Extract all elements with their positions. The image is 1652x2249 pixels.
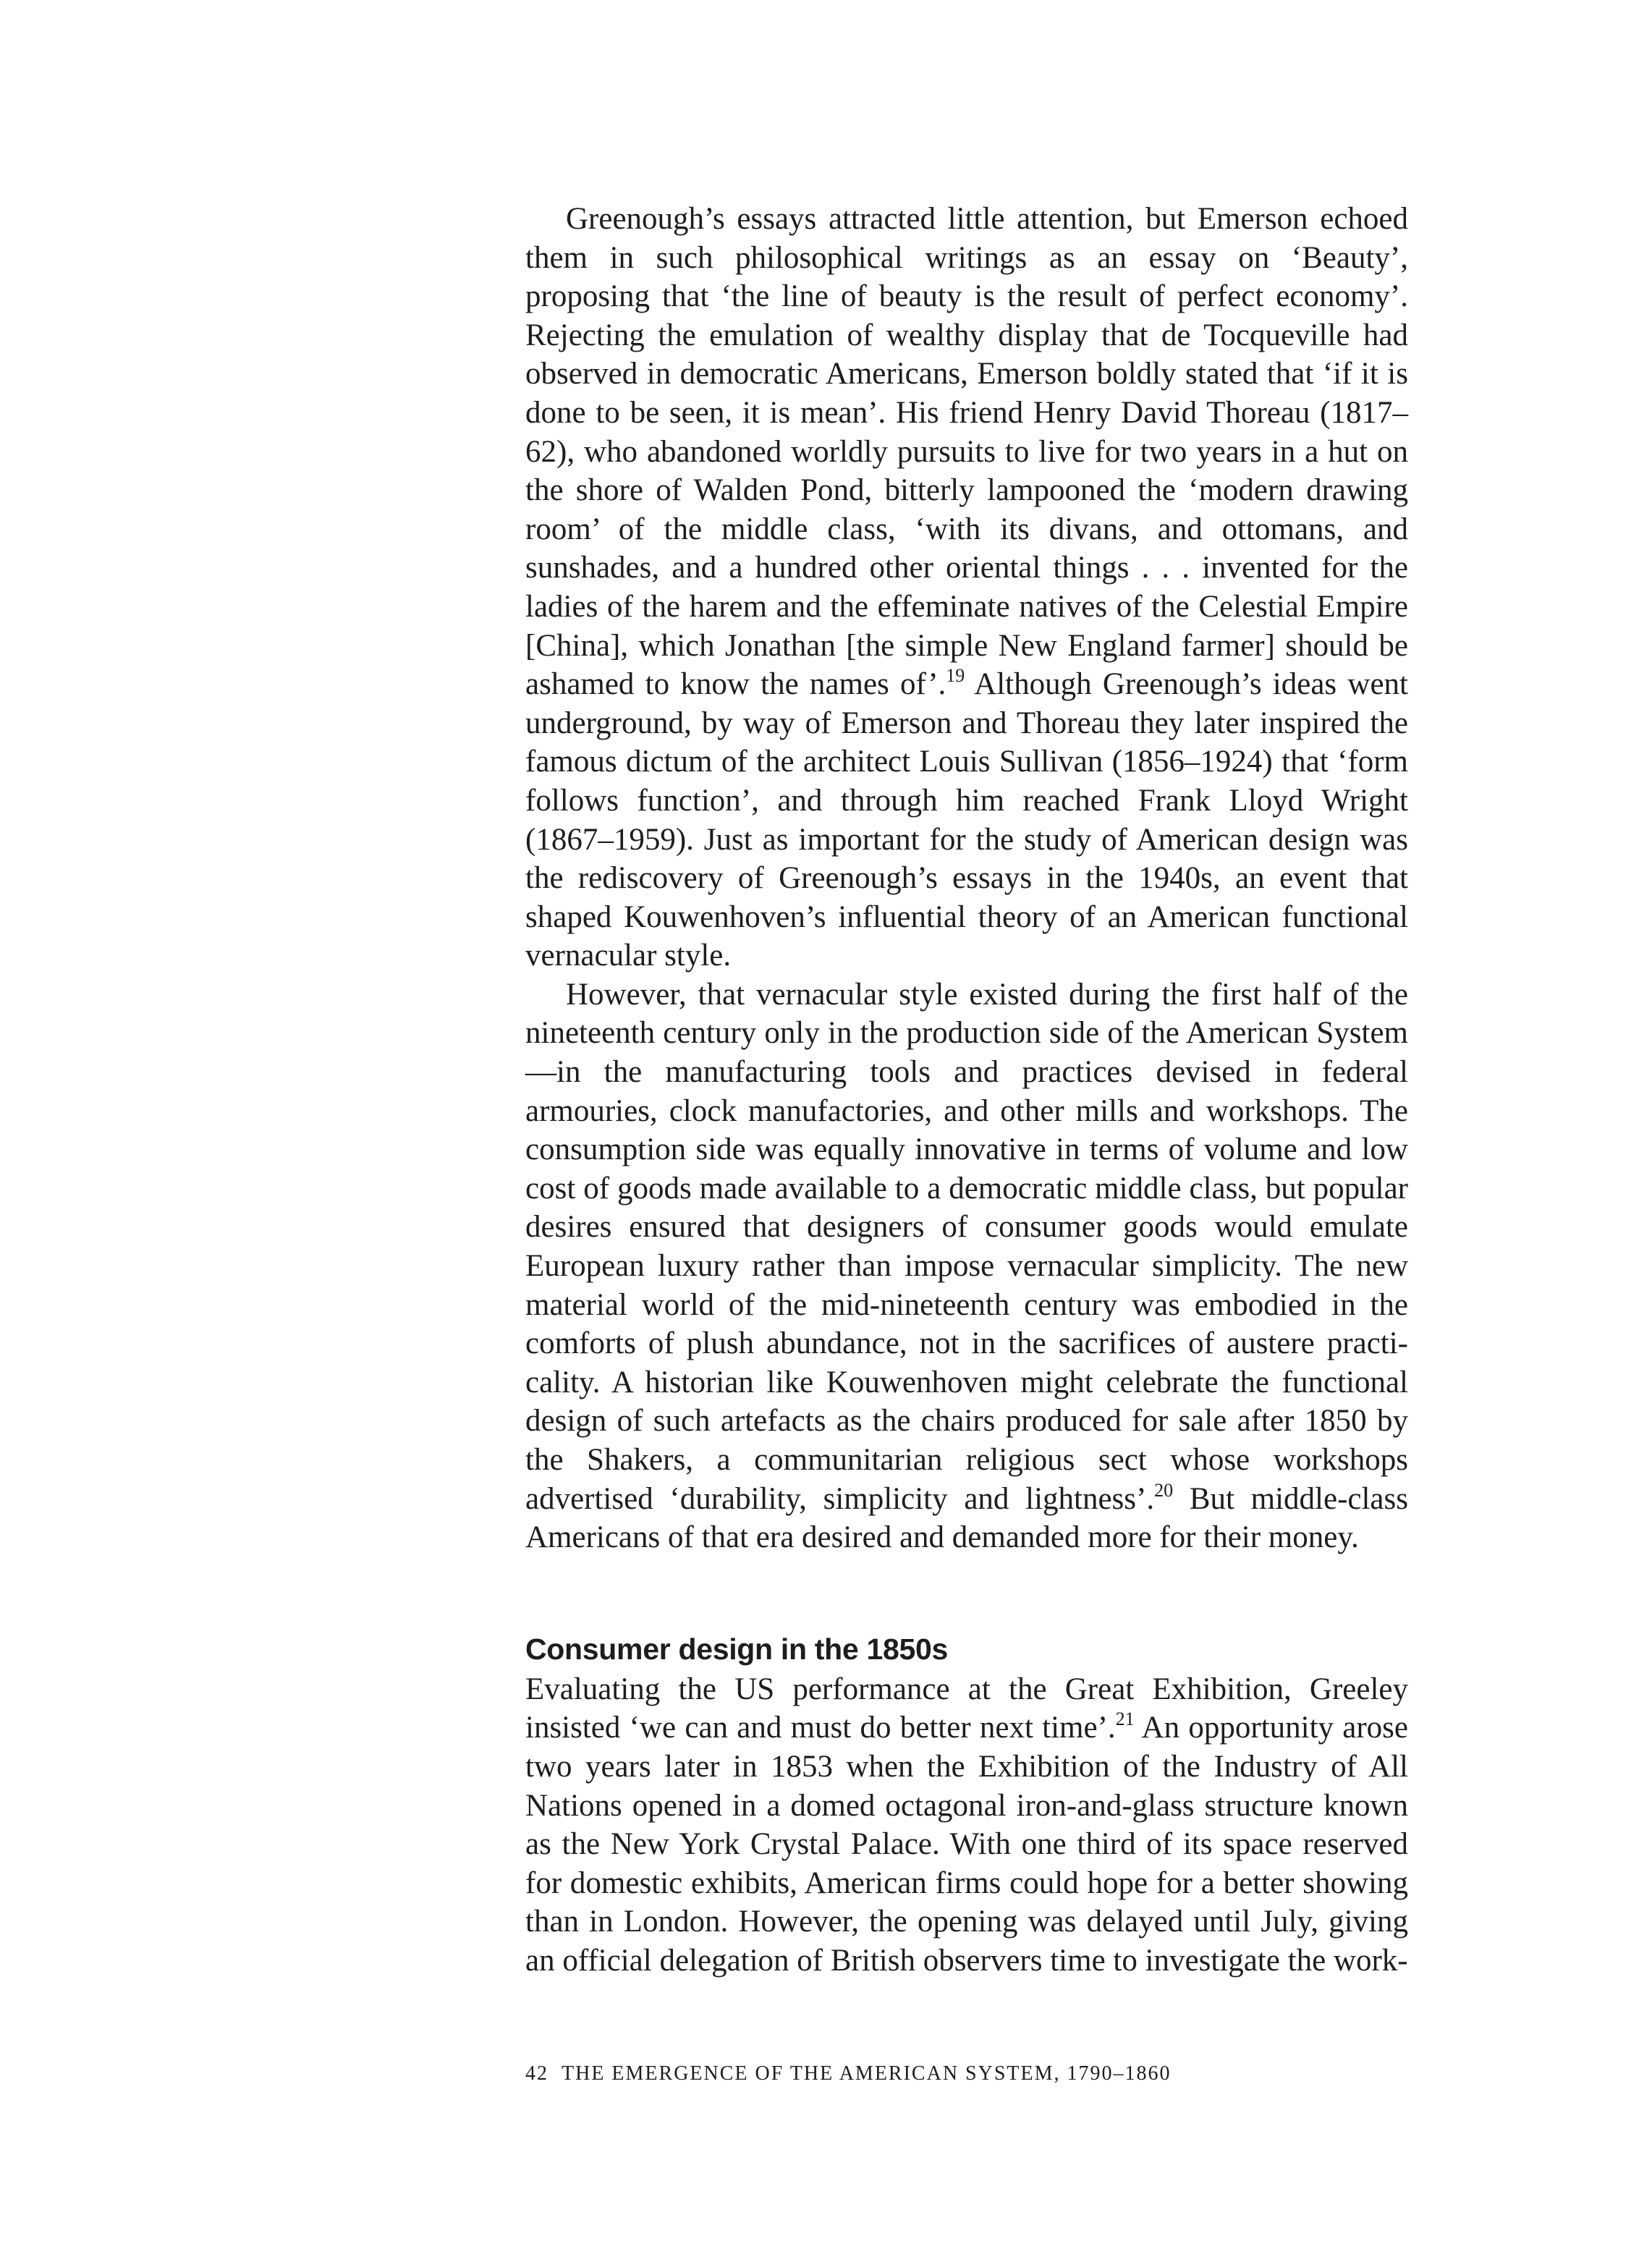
- paragraph-great-exhibition: [525, 1670, 1408, 1981]
- footnote-ref-20: 20: [1154, 1479, 1174, 1501]
- paragraph-text: Evaluating the US performance at the Great Exhibition, Greeley insisted ‘we can and must do better next time’.: [525, 1672, 1408, 1745]
- page-number: 42: [525, 2062, 548, 2085]
- paragraph-text: However, that vernacular style existed during the first half of the nineteenth century only in the production side of the American System—in the manufacturing tools and practices devised in federal armouries, clock manufactories, and other mills and workshops. The consumption side was equally innovative in terms of volume and low cost of goods made available to a democratic middle class, but popular desires ensured that designers of consumer goods would emulate European luxury rather than impose vernacular simplicity. The new material world of the mid-nineteenth century was embodied in the comforts of plush abundance, not in the sacrifices of austere practi-cality. A historian like Kouwenhoven might celebrate the functional design of such artefacts as the chairs produced for sale after 1850 by the Shakers, a communitarian religious sect whose workshops advertised ‘durability, simplicity and lightness’.: [525, 977, 1408, 1516]
- section-heading: Consumer design in the 1850s: [525, 1632, 948, 1666]
- paragraph-text: Although Greenough’s ideas went underground, by way of Emerson and Thoreau they later inspired the famous dictum of the architect Louis Sullivan (1856–1924) that ‘form follows function’, and through him reached Frank Lloyd Wright (1867–1959). Just as important for the study of American design was the rediscovery of Greenough’s essays in the 1940s, an event that shaped Kouwenhoven’s influential theory of an American functional vernacular style.: [525, 667, 1408, 973]
- running-title: THE EMERGENCE OF THE AMERICAN SYSTEM, 1790–1860: [562, 2062, 1172, 2085]
- footnote-ref-19: 19: [946, 665, 965, 687]
- paragraph-text: Greenough’s essays attracted little attention, but Emerson echoed them in such philosophical writings as an essay on ‘Beauty’, proposing that ‘the line of beauty is the result of perfect economy’. Rejecting the emulation of wealthy display that de Tocqueville had observed in democratic Americans, Emerson boldly stated that ‘if it is done to be seen, it is mean’. His friend Henry David Thoreau (1817–62), who abandoned worldly pursuits to live for two years in a hut on the shore of Walden Pond, bitterly lampooned the ‘modern drawing room’ of the middle class, ‘with its divans, and ottomans, and sunshades, and a hundred other oriental things . . . invented for the ladies of the harem and the effeminate natives of the Celestial Empire [China], which Jonathan [the simple New England farmer] should be ashamed to know the names of’.: [525, 202, 1408, 702]
- paragraph-greenough-essays: [525, 200, 1408, 975]
- page-footer: [525, 2062, 1172, 2085]
- paragraph-vernacular-style: [525, 975, 1408, 1557]
- body-text-column: [525, 200, 1408, 1981]
- paragraph-text: But middle-class Americans of that era desired and demanded more for their money.: [525, 1481, 1408, 1555]
- footnote-ref-21: 21: [1115, 1708, 1135, 1730]
- paragraph-text: An opportunity arose two years later in 1853 when the Exhibition of the Industry of All Nations opened in a domed octagonal iron-and-glass structure known as the New York Crystal Palace. With one third of its space reserved for domestic exhibits, American firms could hope for a better showing than in London. However, the opening was delayed until July, giving an official delegation of British observers time to investigate the work-: [525, 1711, 1408, 1978]
